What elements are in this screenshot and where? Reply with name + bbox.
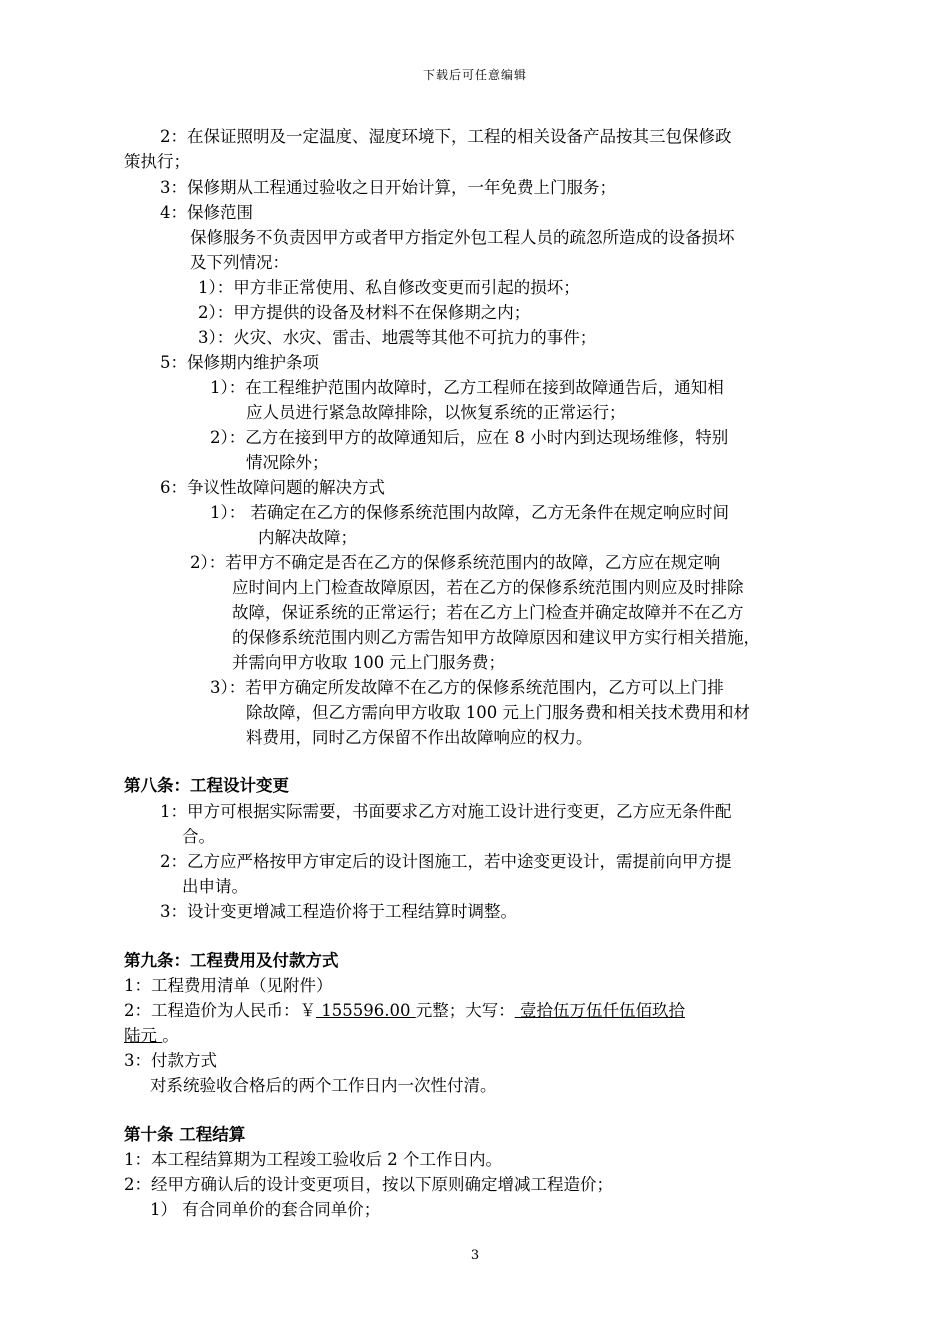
text-line: 6：争议性故障问题的解决方式	[160, 478, 385, 497]
text-line: 保修服务不负责因甲方或者甲方指定外包工程人员的疏忽所造成的设备损坏	[190, 228, 735, 247]
text-line: 应时间内上门检查故障原因，若在乙方的保修系统范围内则应及时排除	[232, 578, 744, 597]
price-end: 。	[162, 1026, 179, 1045]
section-heading: 第九条：工程费用及付款方式	[124, 951, 339, 970]
text-line: 1） 有合同单价的套合同单价；	[150, 1200, 381, 1219]
text-line: 合。	[182, 827, 215, 846]
text-line: 5：保修期内维护条项	[160, 353, 319, 372]
section-heading: 第八条：工程设计变更	[124, 776, 289, 795]
text-line: 2）：若甲方不确定是否在乙方的保修系统范围内的故障，乙方应在规定响	[190, 553, 721, 572]
page-number: 3	[470, 1248, 480, 1263]
price-suffix: 元整；大写：	[415, 1001, 515, 1020]
text-line: 出申请。	[182, 877, 248, 896]
text-line: 对系统验收合格后的两个工作日内一次性付清。	[150, 1076, 497, 1095]
text-line: 1：甲方可根据实际需要，书面要求乙方对施工设计进行变更，乙方应无条件配	[160, 802, 732, 821]
text-line: 2）：乙方在接到甲方的故障通知后，应在 8 小时内到达现场维修，特别	[210, 428, 729, 447]
section-heading: 第十条 工程结算	[124, 1125, 246, 1144]
text-line: 故障，保证系统的正常运行；若在乙方上门检查并确定故障并不在乙方	[232, 603, 744, 622]
text-line: 内解决故障；	[258, 528, 357, 547]
price-in-words: 壹拾伍万伍仟伍佰玖拾	[514, 1001, 685, 1020]
text-line: 情况除外；	[246, 453, 329, 472]
text-line: 3：付款方式	[124, 1051, 217, 1070]
text-line: 1）： 若确定在乙方的保修系统范围内故障，乙方无条件在规定响应时间	[210, 503, 729, 522]
text-line: 3：保修期从工程通过验收之日开始计算，一年免费上门服务；	[160, 178, 616, 197]
text-line: 2：在保证照明及一定温度、湿度环境下，工程的相关设备产品按其三包保修政	[160, 127, 732, 146]
price-line	[124, 1000, 685, 1022]
text-line: 3：设计变更增减工程造价将于工程结算时调整。	[160, 902, 517, 921]
price-amount: 155596.00	[316, 1001, 416, 1020]
text-line: 1）：甲方非正常使用、私自修改变更而引起的损坏；	[198, 278, 580, 297]
text-line: 并需向甲方收取 100 元上门服务费；	[232, 653, 505, 672]
text-line: 2：经甲方确认后的设计变更项目，按以下原则确定增减工程造价；	[124, 1175, 613, 1194]
text-line: 3）：若甲方确定所发故障不在乙方的保修系统范围内，乙方可以上门排	[210, 678, 724, 697]
text-line: 料费用，同时乙方保留不作出故障响应的权力。	[246, 728, 593, 747]
page-header: 下载后可任意编辑	[422, 68, 527, 82]
text-line: 1）：在工程维护范围内故障时，乙方工程师在接到故障通告后，通知相	[210, 378, 724, 397]
text-line: 3）：火灾、水灾、雷击、地震等其他不可抗力的事件；	[198, 328, 597, 347]
price-line-cont	[124, 1025, 179, 1047]
text-line: 应人员进行紧急故障排除，以恢复系统的正常运行；	[246, 403, 626, 422]
price-in-words-cont: 陆元	[124, 1026, 163, 1045]
text-line: 2）：甲方提供的设备及材料不在保修期之内；	[198, 303, 531, 322]
text-line: 的保修系统范围内则乙方需告知甲方故障原因和建议甲方实行相关措施，	[232, 628, 760, 647]
text-line: 除故障，但乙方需向甲方收取 100 元上门服务费和相关技术费用和材	[246, 703, 750, 722]
price-label: 2：工程造价为人民币：￥	[124, 1001, 316, 1020]
text-line: 及下列情况：	[190, 253, 289, 272]
text-line: 策执行；	[124, 152, 190, 171]
text-line: 1：本工程结算期为工程竣工验收后 2 个工作日内。	[124, 1150, 502, 1169]
text-line: 1：工程费用清单（见附件）	[124, 976, 333, 995]
text-line: 4：保修范围	[160, 203, 253, 222]
text-line: 2：乙方应严格按甲方审定后的设计图施工，若中途变更设计，需提前向甲方提	[160, 852, 732, 871]
